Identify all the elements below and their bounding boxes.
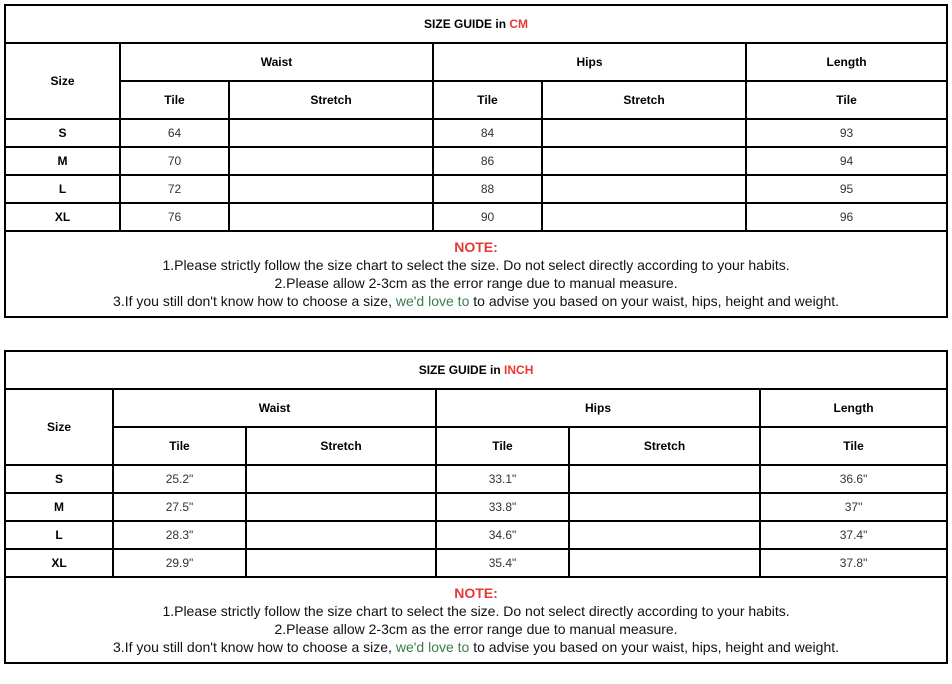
cell-hips-tile: 84 [433, 119, 542, 147]
cell-length-tile: 93 [746, 119, 947, 147]
cell-hips-tile: 33.1" [436, 465, 569, 493]
table-title [5, 351, 947, 389]
cell-size: L [5, 175, 120, 203]
cell-hips-tile: 34.6" [436, 521, 569, 549]
header-length-tile: Tile [746, 81, 947, 119]
note-box [5, 231, 947, 317]
header-waist: Waist [113, 389, 436, 427]
header-size: Size [5, 389, 113, 465]
note-title: NOTE: [454, 585, 498, 601]
header-waist-tile: Tile [113, 427, 246, 465]
note-box [5, 577, 947, 663]
cell-size: XL [5, 203, 120, 231]
cell-waist-stretch [246, 493, 436, 521]
size-guide-cm [4, 4, 946, 318]
header-waist: Waist [120, 43, 433, 81]
header-hips: Hips [436, 389, 760, 427]
cell-hips-tile: 90 [433, 203, 542, 231]
cell-size: S [5, 465, 113, 493]
note-line-3-suffix: to advise you based on your waist, hips, height and weight. [469, 293, 840, 309]
cell-length-tile: 95 [746, 175, 947, 203]
table-row [5, 147, 947, 175]
cell-length-tile: 37.8" [760, 549, 947, 577]
note-title: NOTE: [454, 239, 498, 255]
header-hips-stretch: Stretch [569, 427, 760, 465]
cell-size: M [5, 147, 120, 175]
cell-hips-stretch [569, 465, 760, 493]
cell-size: XL [5, 549, 113, 577]
cell-hips-tile: 86 [433, 147, 542, 175]
title-unit: CM [509, 17, 529, 31]
table-row [5, 549, 947, 577]
cell-length-tile: 36.6" [760, 465, 947, 493]
cell-hips-tile: 35.4" [436, 549, 569, 577]
size-table-cm [4, 4, 948, 318]
header-waist-stretch: Stretch [246, 427, 436, 465]
cell-length-tile: 37.4" [760, 521, 947, 549]
header-hips-stretch: Stretch [542, 81, 746, 119]
cell-hips-stretch [542, 203, 746, 231]
cell-waist-tile: 70 [120, 147, 229, 175]
cell-waist-stretch [246, 521, 436, 549]
header-hips: Hips [433, 43, 746, 81]
cell-waist-stretch [246, 549, 436, 577]
cell-waist-stretch [229, 175, 433, 203]
size-table-inch [4, 350, 948, 664]
cell-waist-stretch [229, 203, 433, 231]
header-hips-tile: Tile [436, 427, 569, 465]
note-line-3 [6, 292, 946, 310]
table-row [5, 175, 947, 203]
header-size: Size [5, 43, 120, 119]
cell-waist-stretch [229, 147, 433, 175]
cell-hips-stretch [569, 549, 760, 577]
cell-length-tile: 94 [746, 147, 947, 175]
cell-hips-stretch [542, 147, 746, 175]
table-title [5, 5, 947, 43]
table-row [5, 521, 947, 549]
header-length-tile: Tile [760, 427, 947, 465]
note-line-1: 1.Please strictly follow the size chart to select the size. Do not select directly according to your habits. [162, 257, 790, 273]
cell-waist-tile: 29.9" [113, 549, 246, 577]
note-line-2: 2.Please allow 2-3cm as the error range due to manual measure. [274, 621, 678, 637]
cell-length-tile: 37" [760, 493, 947, 521]
table-row [5, 119, 947, 147]
note-line-3-suffix: to advise you based on your waist, hips, height and weight. [469, 639, 840, 655]
cell-size: L [5, 521, 113, 549]
cell-hips-stretch [569, 493, 760, 521]
table-row [5, 465, 947, 493]
cell-waist-tile: 64 [120, 119, 229, 147]
cell-size: S [5, 119, 120, 147]
cell-waist-tile: 28.3" [113, 521, 246, 549]
note-line-3-prefix: 3.If you still don't know how to choose a size, [113, 639, 396, 655]
note-line-3 [6, 638, 946, 656]
cell-size: M [5, 493, 113, 521]
table-row [5, 203, 947, 231]
header-waist-tile: Tile [120, 81, 229, 119]
note-line-1: 1.Please strictly follow the size chart to select the size. Do not select directly according to your habits. [162, 603, 790, 619]
header-length: Length [760, 389, 947, 427]
cell-hips-stretch [542, 119, 746, 147]
header-length: Length [746, 43, 947, 81]
title-unit: INCH [504, 363, 534, 377]
note-line-3-highlight: we'd love to [395, 293, 470, 309]
title-prefix: SIZE GUIDE in [424, 17, 510, 31]
cell-hips-tile: 33.8" [436, 493, 569, 521]
size-guide-inch [4, 350, 946, 664]
cell-hips-stretch [542, 175, 746, 203]
cell-waist-tile: 27.5" [113, 493, 246, 521]
cell-waist-tile: 72 [120, 175, 229, 203]
note-line-3-highlight: we'd love to [395, 639, 470, 655]
table-row [5, 493, 947, 521]
cell-waist-stretch [229, 119, 433, 147]
note-line-3-prefix: 3.If you still don't know how to choose a size, [113, 293, 396, 309]
header-waist-stretch: Stretch [229, 81, 433, 119]
note-line-2: 2.Please allow 2-3cm as the error range due to manual measure. [274, 275, 678, 291]
cell-waist-tile: 76 [120, 203, 229, 231]
cell-length-tile: 96 [746, 203, 947, 231]
cell-hips-stretch [569, 521, 760, 549]
cell-waist-stretch [246, 465, 436, 493]
title-prefix: SIZE GUIDE in [418, 363, 505, 377]
header-hips-tile: Tile [433, 81, 542, 119]
cell-waist-tile: 25.2" [113, 465, 246, 493]
cell-hips-tile: 88 [433, 175, 542, 203]
